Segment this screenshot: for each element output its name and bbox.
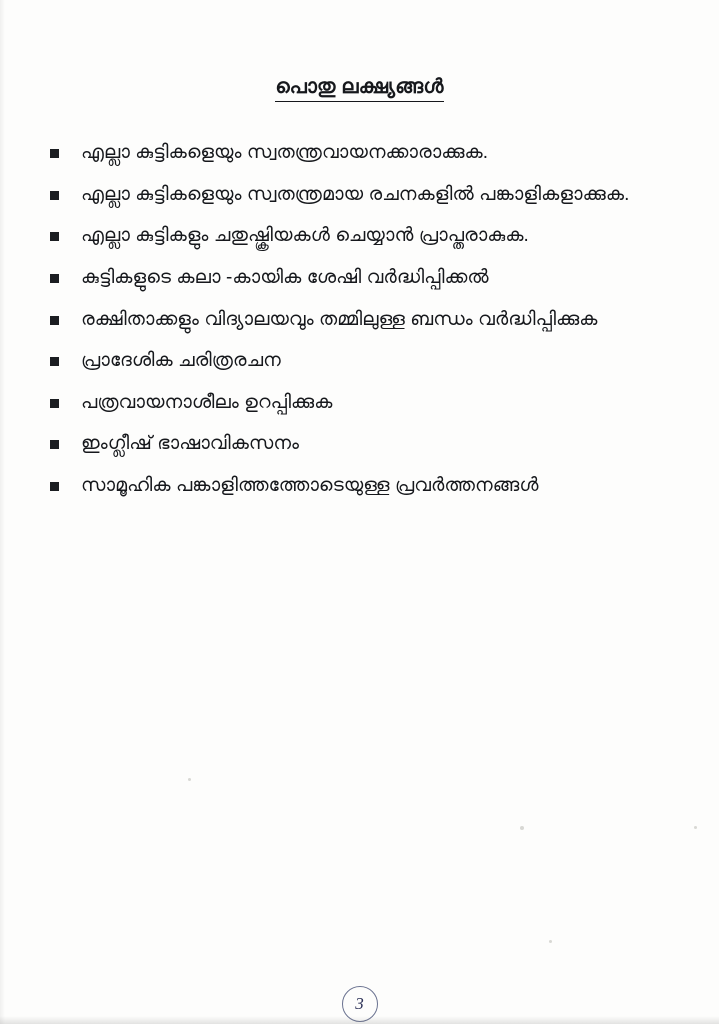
list-item (50, 348, 690, 374)
paper-speck (520, 826, 524, 830)
square-bullet-icon (50, 149, 59, 158)
list-item (50, 182, 690, 208)
page-title-text: പൊതു ലക്ഷ്യങ്ങൾ (275, 76, 443, 102)
list-item (50, 431, 690, 457)
square-bullet-icon (50, 399, 59, 408)
list-item (50, 473, 690, 499)
paper-speck (188, 778, 191, 781)
objectives-list (50, 140, 690, 515)
list-item-label: കുട്ടികളുടെ കലാ -കായിക ശേഷി വർദ്ധിപ്പിക്കൽ (81, 266, 489, 288)
list-item-label: രക്ഷിതാക്കളും വിദ്യാലയവും തമ്മിലുള്ള ബന്ധം വർദ്ധിപ്പിക്കുക (81, 308, 598, 330)
page-left-shadow (0, 0, 5, 1024)
list-item (50, 223, 690, 249)
square-bullet-icon (50, 440, 59, 449)
paper-speck (694, 826, 697, 829)
square-bullet-icon (50, 482, 59, 491)
list-item-label: എല്ലാ കുട്ടികളെയും സ്വതന്ത്രമായ രചനകളിൽ പങ്കാളികളാക്കുക. (81, 183, 630, 205)
square-bullet-icon (50, 191, 59, 200)
list-item-label: എല്ലാ കുട്ടികളും ചതുഷ്ക്രിയകൾ ചെയ്യാൻ പ്രാപ്തരാകുക. (81, 225, 529, 247)
page-title (0, 76, 719, 102)
page-number-value: 3 (342, 986, 378, 1022)
list-item (50, 390, 690, 416)
list-item-label: സാമൂഹിക പങ്കാളിത്തത്തോടെയുള്ള പ്രവർത്തനങ്ങൾ (81, 475, 539, 497)
page-bottom-shadow (0, 1016, 719, 1024)
list-item (50, 307, 690, 333)
list-item-label: എല്ലാ കുട്ടികളെയും സ്വതന്ത്രവായനക്കാരാക്കുക. (81, 142, 489, 163)
square-bullet-icon (50, 232, 59, 241)
paper-speck (549, 940, 552, 943)
square-bullet-icon (50, 274, 59, 283)
list-item (50, 140, 690, 166)
square-bullet-icon (50, 357, 59, 366)
list-item-label: ഇംഗ്ലീഷ് ഭാഷാവികസനം (81, 433, 300, 455)
list-item-label: പത്രവായനാശീലം ഉറപ്പിക്കുക (81, 391, 333, 413)
list-item (50, 265, 690, 291)
list-item-label: പ്രാദേശിക ചരിത്രരചന (81, 350, 281, 372)
square-bullet-icon (50, 316, 59, 325)
